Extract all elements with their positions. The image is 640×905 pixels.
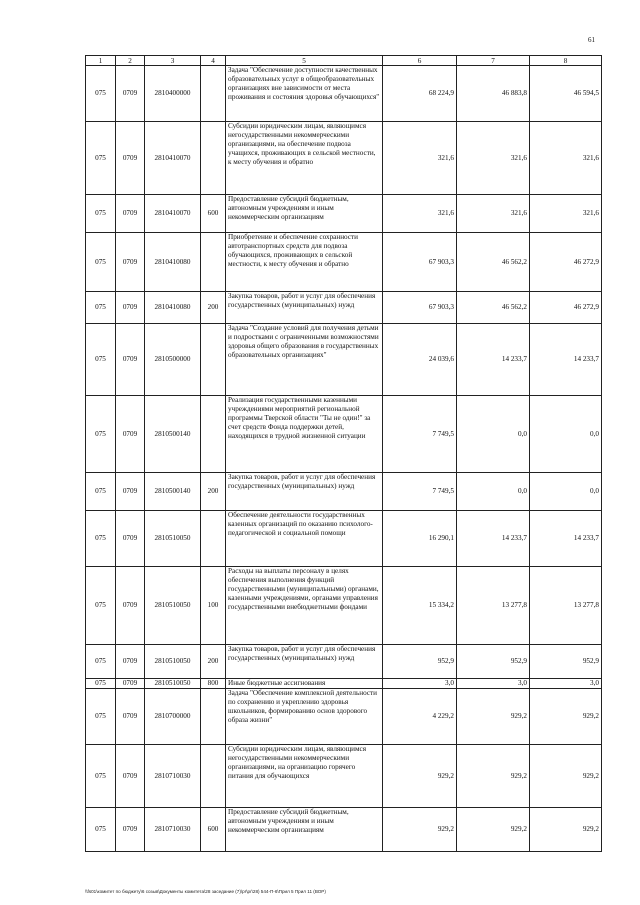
cell-section: 0709	[116, 645, 145, 679]
cell-description: Приобретение и обеспечение сохранности автотранспортных средств для подвоза обучающихся, проживающих в сельской местности, к месту обучения и обратно	[226, 233, 383, 292]
cell-amount-col7: 46 562,2	[457, 233, 530, 292]
cell-section: 0709	[116, 745, 145, 808]
cell-amount-col6: 67 903,3	[383, 233, 457, 292]
cell-ministry: 075	[86, 645, 116, 679]
column-header: 6	[383, 56, 457, 66]
cell-target-article: 2810710030	[145, 745, 201, 808]
cell-expense-type	[201, 66, 226, 122]
cell-expense-type: 600	[201, 195, 226, 233]
column-header: 1	[86, 56, 116, 66]
cell-target-article: 2810410070	[145, 122, 201, 195]
cell-amount-col6: 929,2	[383, 808, 457, 852]
cell-description: Закупка товаров, работ и услуг для обеспечения государственных (муниципальных) нужд	[226, 473, 383, 511]
table-row	[86, 66, 602, 122]
cell-amount-col8: 321,6	[530, 122, 602, 195]
column-header: 4	[201, 56, 226, 66]
cell-amount-col8: 46 272,9	[530, 292, 602, 324]
cell-ministry: 075	[86, 808, 116, 852]
cell-target-article: 2810400000	[145, 66, 201, 122]
cell-amount-col7: 13 277,8	[457, 567, 530, 645]
cell-amount-col8: 0,0	[530, 396, 602, 473]
cell-amount-col6: 16 290,1	[383, 511, 457, 567]
cell-section: 0709	[116, 122, 145, 195]
cell-ministry: 075	[86, 233, 116, 292]
header-row	[86, 56, 602, 66]
cell-amount-col8: 46 272,9	[530, 233, 602, 292]
cell-target-article: 2810510050	[145, 511, 201, 567]
cell-amount-col7: 46 562,2	[457, 292, 530, 324]
cell-section: 0709	[116, 808, 145, 852]
cell-description: Предоставление субсидий бюджетным, автономным учреждениям и иным некоммерческим организациям	[226, 808, 383, 852]
cell-amount-col7: 46 883,8	[457, 66, 530, 122]
cell-section: 0709	[116, 233, 145, 292]
cell-ministry: 075	[86, 195, 116, 233]
cell-description: Обеспечение деятельности государственных казенных организаций по оказанию психолого-педагогической и социальной помощи	[226, 511, 383, 567]
cell-target-article: 2810500140	[145, 473, 201, 511]
cell-section: 0709	[116, 689, 145, 745]
cell-section: 0709	[116, 473, 145, 511]
column-header: 5	[226, 56, 383, 66]
cell-target-article: 2810500140	[145, 396, 201, 473]
cell-amount-col6: 4 229,2	[383, 689, 457, 745]
table-row	[86, 745, 602, 808]
cell-amount-col7: 0,0	[457, 473, 530, 511]
cell-amount-col6: 15 334,2	[383, 567, 457, 645]
cell-description: Субсидии юридическим лицам, являющимся негосударственными некоммерческими организациями, на обеспечение подвоза учащихся, проживающих в сельской местности, к месту обучения и обратно	[226, 122, 383, 195]
cell-amount-col6: 67 903,3	[383, 292, 457, 324]
cell-ministry: 075	[86, 396, 116, 473]
column-header: 8	[530, 56, 602, 66]
table-row	[86, 473, 602, 511]
cell-amount-col8: 3,0	[530, 679, 602, 689]
cell-amount-col6: 929,2	[383, 745, 457, 808]
table-row	[86, 292, 602, 324]
table-row	[86, 645, 602, 679]
cell-amount-col6: 3,0	[383, 679, 457, 689]
cell-target-article: 2810510050	[145, 645, 201, 679]
cell-amount-col6: 321,6	[383, 122, 457, 195]
cell-section: 0709	[116, 66, 145, 122]
table-row	[86, 195, 602, 233]
cell-expense-type	[201, 689, 226, 745]
cell-section: 0709	[116, 511, 145, 567]
cell-expense-type	[201, 233, 226, 292]
cell-amount-col6: 68 224,9	[383, 66, 457, 122]
column-header: 2	[116, 56, 145, 66]
cell-amount-col6: 952,9	[383, 645, 457, 679]
table-row	[86, 396, 602, 473]
page-number: 61	[588, 36, 595, 44]
cell-expense-type: 800	[201, 679, 226, 689]
cell-amount-col7: 3,0	[457, 679, 530, 689]
table-row	[86, 679, 602, 689]
cell-amount-col7: 321,6	[457, 195, 530, 233]
cell-ministry: 075	[86, 567, 116, 645]
table-row	[86, 567, 602, 645]
cell-description: Закупка товаров, работ и услуг для обеспечения государственных (муниципальных) нужд	[226, 292, 383, 324]
table-row	[86, 511, 602, 567]
cell-target-article: 2810500000	[145, 324, 201, 396]
cell-amount-col6: 321,6	[383, 195, 457, 233]
budget-table	[85, 55, 602, 852]
cell-target-article: 2810700000	[145, 689, 201, 745]
cell-expense-type	[201, 511, 226, 567]
cell-description: Реализация государственными казенными учреждениями мероприятий региональной программы Тверской области "Ты не один!" за счет средств Фонда поддержки детей, находящихся в трудной жизненной ситуации	[226, 396, 383, 473]
cell-expense-type: 200	[201, 645, 226, 679]
table-row	[86, 808, 602, 852]
cell-amount-col6: 7 749,5	[383, 396, 457, 473]
cell-section: 0709	[116, 324, 145, 396]
cell-section: 0709	[116, 292, 145, 324]
cell-amount-col7: 321,6	[457, 122, 530, 195]
column-header: 3	[145, 56, 201, 66]
cell-expense-type	[201, 745, 226, 808]
cell-amount-col7: 0,0	[457, 396, 530, 473]
cell-expense-type: 600	[201, 808, 226, 852]
cell-ministry: 075	[86, 122, 116, 195]
cell-amount-col8: 14 233,7	[530, 511, 602, 567]
table-row	[86, 689, 602, 745]
cell-description: Иные бюджетные ассигнования	[226, 679, 383, 689]
cell-description: Субсидии юридическим лицам, являющимся негосударственными некоммерческими организациями, на организацию горячего питания для обучающихся	[226, 745, 383, 808]
cell-ministry: 075	[86, 511, 116, 567]
cell-target-article: 2810410080	[145, 292, 201, 324]
footer-file-path: \\fs01\комитет по бюджету\6 созыв\Документы комитета\28 заседание (7)\pr\pr\28) 544-П-6\Прил 5 Прил 11 (ВОР)	[85, 889, 326, 894]
table-row	[86, 233, 602, 292]
cell-amount-col8: 321,6	[530, 195, 602, 233]
cell-ministry: 075	[86, 292, 116, 324]
cell-description: Закупка товаров, работ и услуг для обеспечения государственных (муниципальных) нужд	[226, 645, 383, 679]
cell-amount-col8: 929,2	[530, 808, 602, 852]
cell-amount-col6: 7 749,5	[383, 473, 457, 511]
cell-target-article: 2810410080	[145, 233, 201, 292]
cell-expense-type: 100	[201, 567, 226, 645]
cell-amount-col8: 929,2	[530, 745, 602, 808]
cell-amount-col8: 929,2	[530, 689, 602, 745]
cell-description: Задача "Обеспечение доступности качественных образовательных услуг в общеобразовательных организациях вне зависимости от места проживания и состояния здоровья обучающихся"	[226, 66, 383, 122]
cell-amount-col7: 929,2	[457, 745, 530, 808]
cell-target-article: 2810510050	[145, 679, 201, 689]
cell-description: Задача "Обеспечение комплексной деятельности по сохранению и укреплению здоровья школьников, формированию основ здорового образа жизни"	[226, 689, 383, 745]
cell-expense-type	[201, 396, 226, 473]
cell-amount-col7: 929,2	[457, 808, 530, 852]
cell-section: 0709	[116, 195, 145, 233]
cell-amount-col7: 952,9	[457, 645, 530, 679]
cell-description: Предоставление субсидий бюджетным, автономным учреждениям и иным некоммерческим организациям	[226, 195, 383, 233]
cell-ministry: 075	[86, 324, 116, 396]
cell-amount-col8: 46 594,5	[530, 66, 602, 122]
column-header: 7	[457, 56, 530, 66]
cell-expense-type: 200	[201, 473, 226, 511]
cell-section: 0709	[116, 567, 145, 645]
cell-ministry: 075	[86, 745, 116, 808]
cell-target-article: 2810510050	[145, 567, 201, 645]
cell-amount-col8: 952,9	[530, 645, 602, 679]
cell-description: Расходы на выплаты персоналу в целях обеспечения выполнения функций государственными (муниципальными) органами, казенными учреждениями, органами управления государственными внебюджетными фондами	[226, 567, 383, 645]
cell-amount-col7: 14 233,7	[457, 324, 530, 396]
cell-amount-col7: 929,2	[457, 689, 530, 745]
cell-ministry: 075	[86, 679, 116, 689]
cell-amount-col8: 14 233,7	[530, 324, 602, 396]
cell-ministry: 075	[86, 689, 116, 745]
cell-expense-type: 200	[201, 292, 226, 324]
cell-amount-col8: 0,0	[530, 473, 602, 511]
cell-ministry: 075	[86, 473, 116, 511]
cell-section: 0709	[116, 679, 145, 689]
cell-target-article: 2810410070	[145, 195, 201, 233]
cell-ministry: 075	[86, 66, 116, 122]
cell-amount-col7: 14 233,7	[457, 511, 530, 567]
table-row	[86, 324, 602, 396]
cell-description: Задача "Создание условий для получения детьми и подростками с ограниченными возможностями здоровья общего образования в государственных образовательных организациях"	[226, 324, 383, 396]
cell-amount-col6: 24 039,6	[383, 324, 457, 396]
cell-target-article: 2810710030	[145, 808, 201, 852]
cell-expense-type	[201, 324, 226, 396]
table-row	[86, 122, 602, 195]
cell-section: 0709	[116, 396, 145, 473]
cell-expense-type	[201, 122, 226, 195]
cell-amount-col8: 13 277,8	[530, 567, 602, 645]
